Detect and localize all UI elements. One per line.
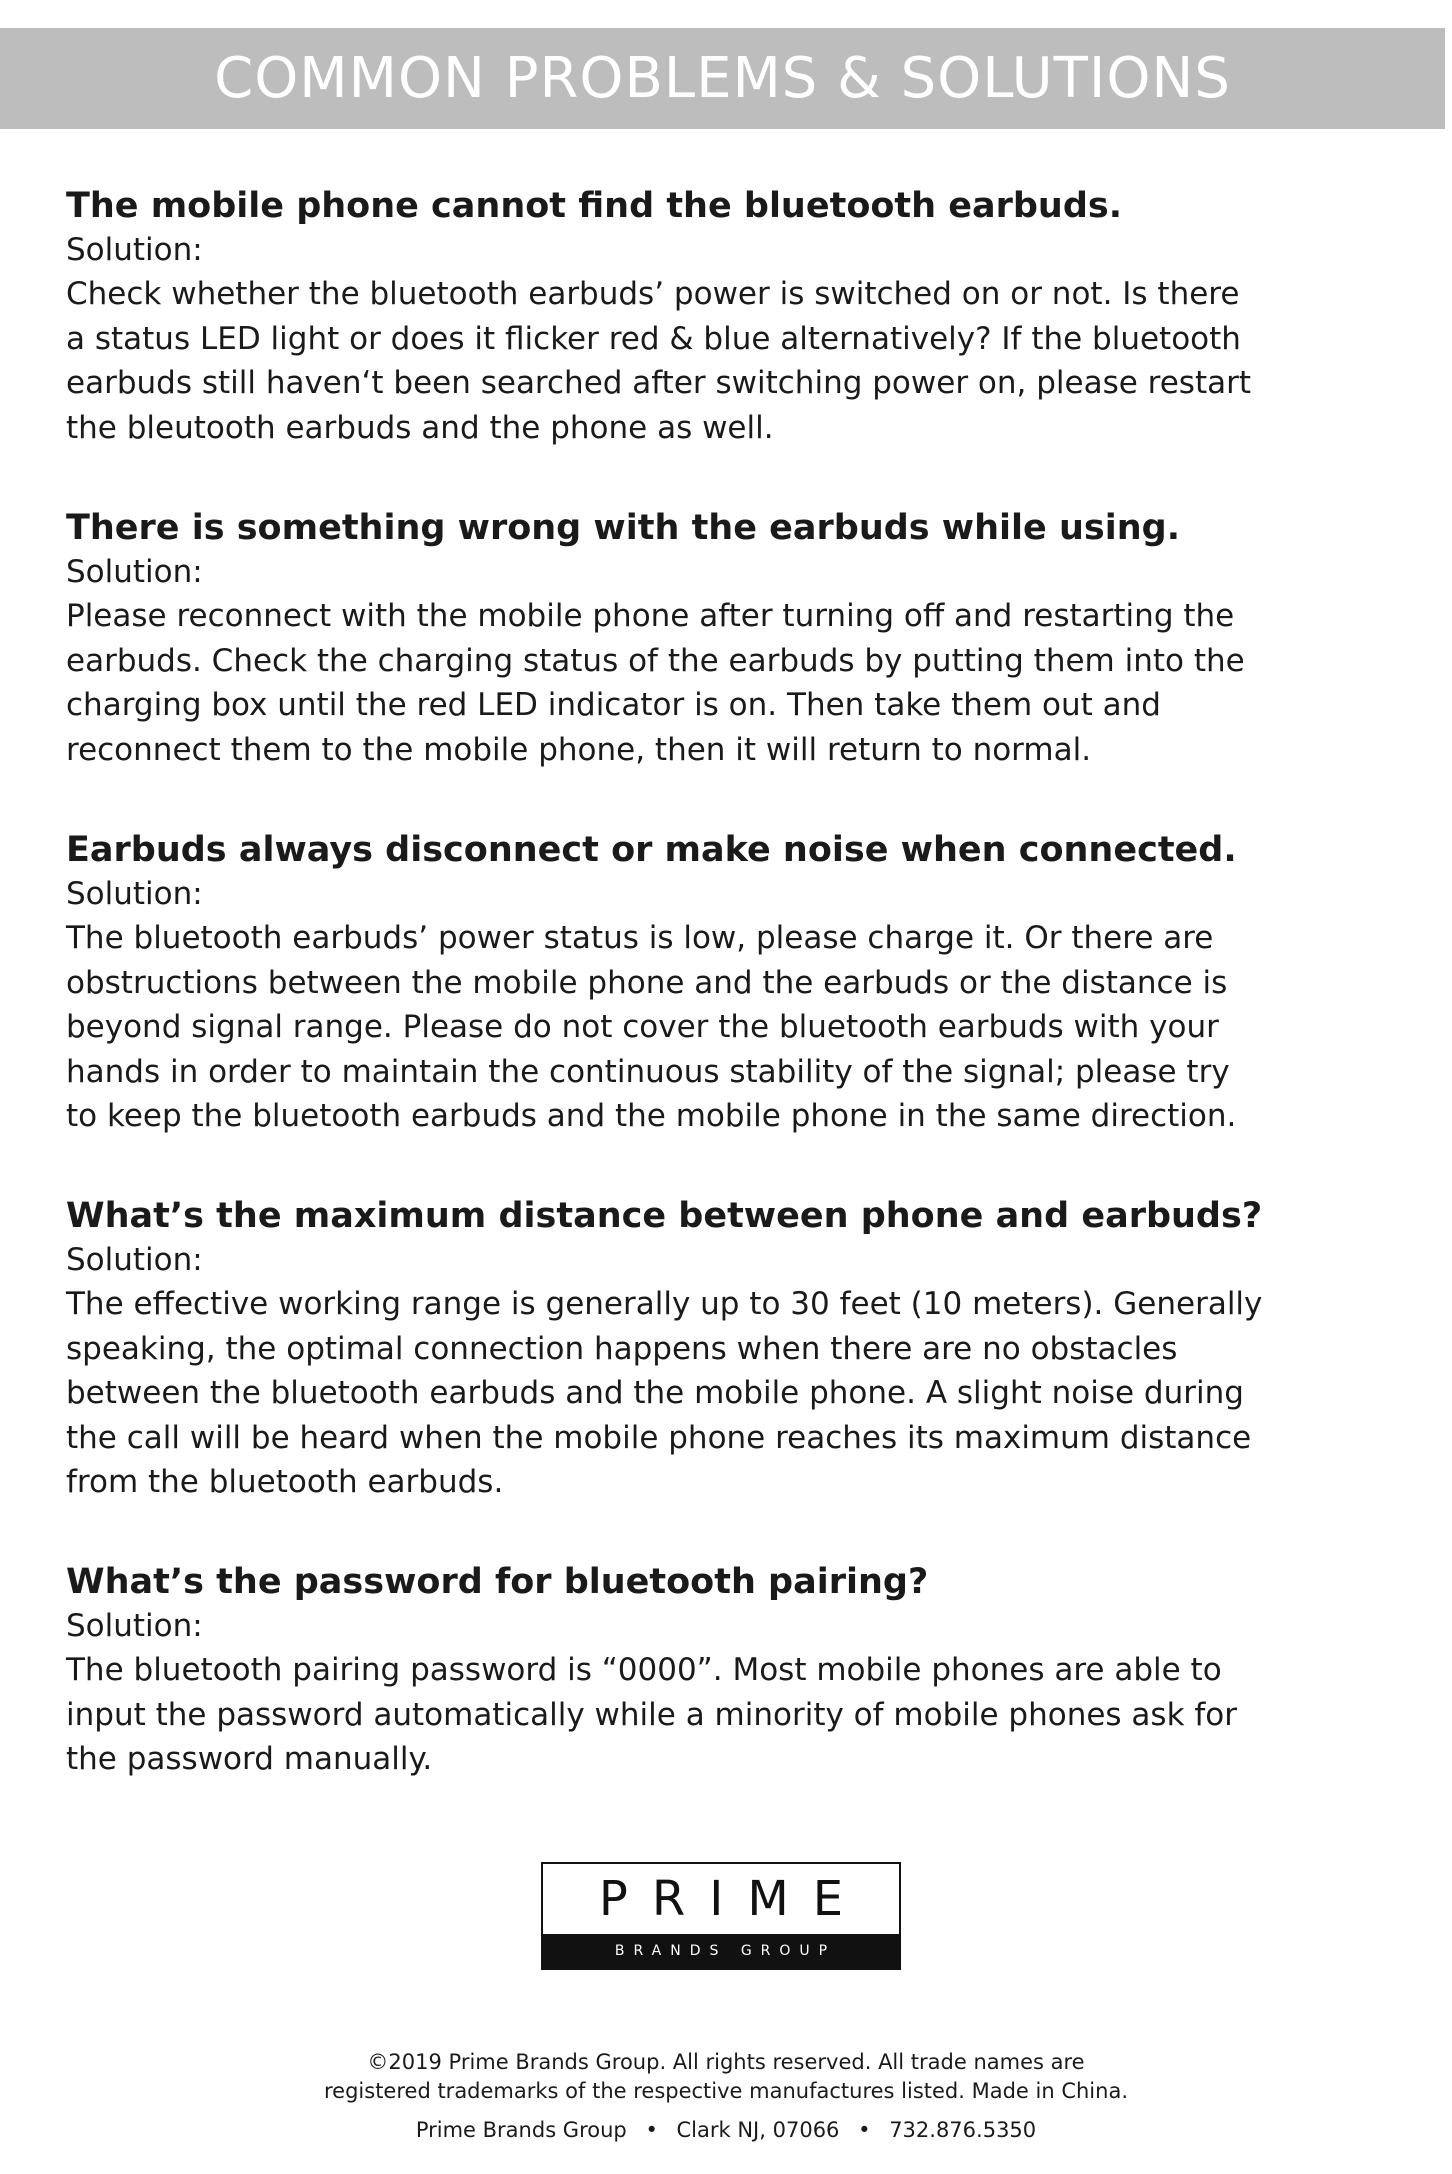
answer-line: the call will be heard when the mobile phone reaches its maximum distance: [66, 1419, 1252, 1456]
answer-line: to keep the bluetooth earbuds and the mobile phone in the same direction.: [66, 1098, 1237, 1135]
answer-line: speaking, the optimal connection happens when there are no obstacles: [66, 1330, 1178, 1367]
logo-subtitle: BRANDS GROUP: [543, 1934, 899, 1968]
faq-answer: [66, 272, 1396, 450]
answer-line: from the bluetooth earbuds.: [66, 1464, 504, 1501]
answer-line: a status LED light or does it flicker red & blue alternatively? If the bluetooth: [66, 320, 1241, 357]
answer-line: Please reconnect with the mobile phone after turning off and restarting the: [66, 598, 1235, 634]
faq-item-4: [66, 1194, 1396, 1505]
answer-line: earbuds. Check the charging status of the earbuds by putting them into the: [66, 642, 1245, 679]
faq-question: Earbuds always disconnect or make noise when connected.: [66, 830, 1237, 870]
faq-answer: [66, 916, 1396, 1139]
answer-line: The effective working range is generally up to 30 feet (10 meters). Generally: [66, 1286, 1263, 1322]
faq-question: The mobile phone cannot find the bluetooth earbuds.: [66, 186, 1123, 226]
answer-line: obstructions between the mobile phone and the earbuds or the distance is: [66, 964, 1228, 1001]
faq-question: There is something wrong with the earbuds while using.: [66, 508, 1180, 548]
header-bar: [0, 28, 1445, 129]
company-address: Clark NJ, 07066: [676, 2118, 840, 2142]
answer-line: The bluetooth pairing password is “0000”. Most mobile phones are able to: [66, 1652, 1222, 1688]
prime-brands-logo: [541, 1862, 901, 1970]
company-name: Prime Brands Group: [415, 2118, 627, 2142]
solution-label: Solution:: [66, 1242, 203, 1278]
faq-item-1: [66, 184, 1396, 450]
separator-dot: •: [645, 2118, 658, 2142]
copyright-notice: [0, 2048, 1452, 2106]
page-title: COMMON PROBLEMS & SOLUTIONS: [214, 46, 1231, 111]
answer-line: between the bluetooth earbuds and the mobile phone. A slight noise during: [66, 1375, 1244, 1412]
answer-line: earbuds still haven‘t been searched after switching power on, please restart: [66, 365, 1252, 402]
solution-label: Solution:: [66, 1608, 203, 1644]
copyright-line: ©2019 Prime Brands Group. All rights reserved. All trade names are: [367, 2050, 1085, 2074]
faq-answer: [66, 594, 1396, 772]
answer-line: The bluetooth earbuds’ power status is low, please charge it. Or there are: [66, 920, 1214, 956]
answer-line: hands in order to maintain the continuous stability of the signal; please try: [66, 1053, 1230, 1090]
solution-label: Solution:: [66, 232, 203, 268]
answer-line: Check whether the bluetooth earbuds’ power is switched on or not. Is there: [66, 276, 1240, 312]
solution-label: Solution:: [66, 876, 203, 912]
answer-line: beyond signal range. Please do not cover the bluetooth earbuds with your: [66, 1009, 1219, 1046]
answer-line: input the password automatically while a minority of mobile phones ask for: [66, 1696, 1238, 1733]
answer-line: the password manually.: [66, 1741, 433, 1778]
faq-question: What’s the maximum distance between phone and earbuds?: [66, 1196, 1263, 1236]
faq-item-2: [66, 506, 1396, 772]
company-phone: 732.876.5350: [889, 2118, 1037, 2142]
answer-line: the bleutooth earbuds and the phone as well.: [66, 409, 774, 446]
answer-line: charging box until the red LED indicator is on. Then take them out and: [66, 687, 1161, 724]
copyright-line: registered trademarks of the respective manufactures listed. Made in China.: [324, 2079, 1128, 2103]
faq-question: What’s the password for bluetooth pairing?: [66, 1562, 929, 1602]
solution-label: Solution:: [66, 554, 203, 590]
faq-item-5: [66, 1560, 1396, 1782]
logo-wordmark: PRIME: [598, 1871, 868, 1927]
faq-answer: [66, 1282, 1396, 1505]
separator-dot: •: [858, 2118, 871, 2142]
answer-line: reconnect them to the mobile phone, then it will return to normal.: [66, 731, 1092, 768]
contact-line: [0, 2118, 1452, 2142]
faq-item-3: [66, 828, 1396, 1139]
faq-answer: [66, 1648, 1396, 1782]
